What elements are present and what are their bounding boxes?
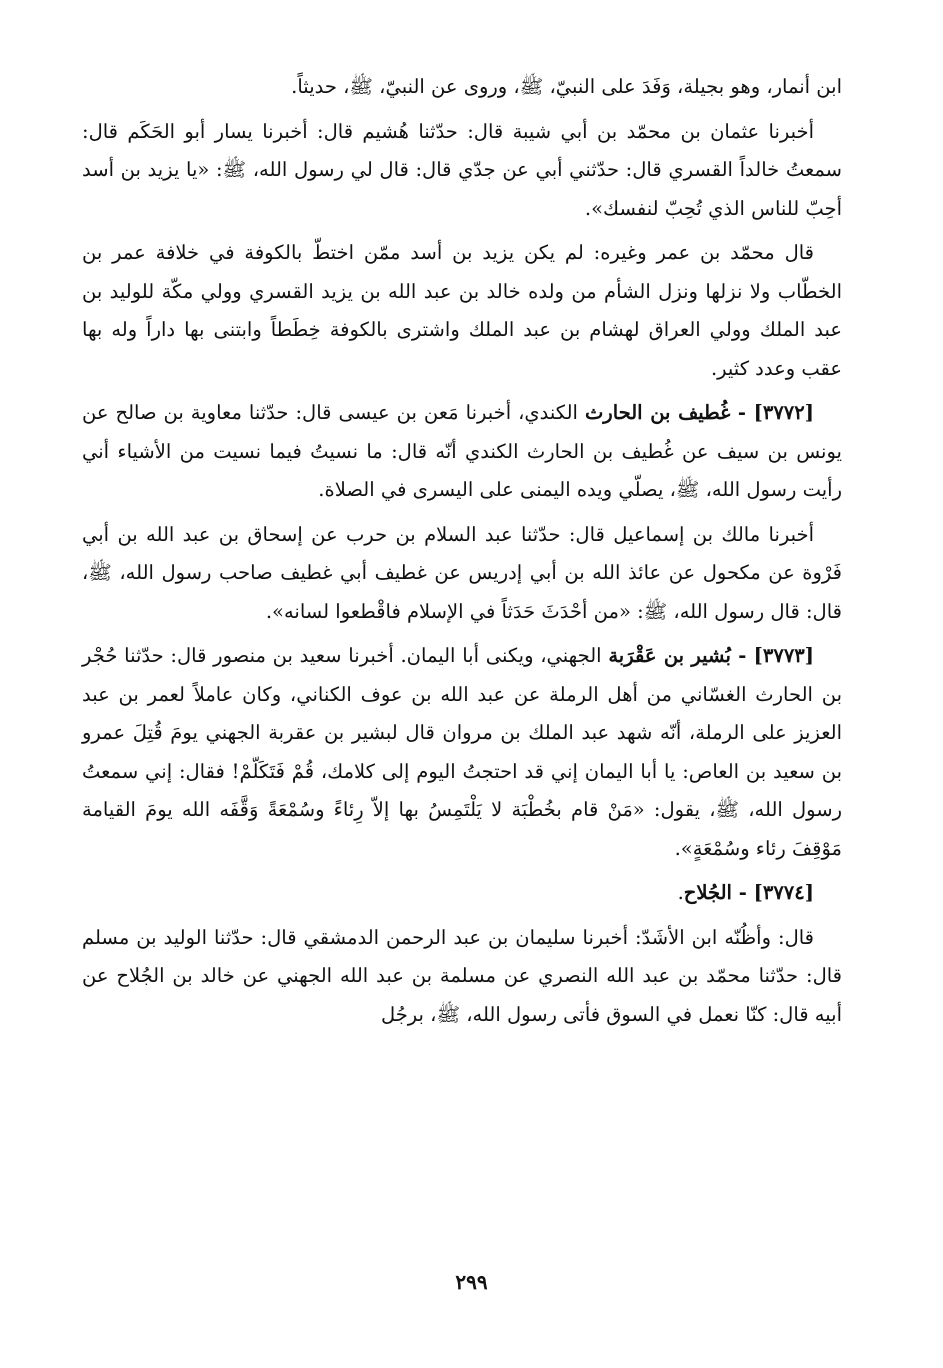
paragraph-5-text: أخبرنا مالك بن إسماعيل قال: حدّثنا عبد السلام بن حرب عن إسحاق بن عبد الله بن أبي فَرْوة عن مكحول عن عائذ الله بن أبي إدريس عن غطيف أبي غطيف صاحب رسول الله، ﷺ، قال: قال رسول الله، ﷺ: «من أحْدَثَ حَدَثاً في الإسلام فاقْطعوا لسانه». xyxy=(82,522,842,623)
paragraph-1-text: ابن أنمار، وهو بجيلة، وَفَدَ على النبيّ، ﷺ، وروى عن النبيّ، ﷺ، حديثاً. xyxy=(291,75,842,98)
entry-3773-text: الجهني، ويكنى أبا اليمان. أخبرنا سعيد بن منصور قال: حدّثنا حُجْر بن الحارث الغسّاني من أهل الرملة عن عبد الله بن عوف الكناني، وكان عاملاً لعمر بن عبد العزيز على الرملة، أنّه شهد عبد الملك بن مروان قال لبشير بن عقربة الجهني يومَ قُتِلَ عمرو بن سعيد بن العاص: يا أبا اليمان إني قد احتجتُ اليوم إلى كلامك، قُمْ فَتَكَلّمْ! فقال: إني سمعتُ رسول الله، ﷺ، يقول: «مَنْ قام بخُطْبَة لا يَلْتَمِسُ بها إلاّ رِئاءً وسُمْعَةً وَقَّفَه الله يومَ القيامة مَوْقِفَ رئاء وسُمْعَةٍ». xyxy=(82,644,842,860)
paragraph-3-text: قال محمّد بن عمر وغيره: لم يكن يزيد بن أسد ممّن اختطّ بالكوفة في خلافة عمر بن الخطّاب ولا نزلها ونزل الشأم من ولده خالد بن عبد الله بن يزيد القسري وولي مكّة للوليد بن عبد الملك وولي العراق لهشام بن عبد الملك واشترى بالكوفة خِطَطاً وابتنى بها داراً وله بها عقب وعدد كثير. xyxy=(82,241,842,380)
page-number: ٢٩٩ xyxy=(455,1270,488,1294)
entry-3774-text: . xyxy=(677,881,684,904)
entry-3774 xyxy=(82,874,842,913)
paragraph-8 xyxy=(82,919,842,1035)
paragraph-2 xyxy=(82,113,842,229)
paragraph-2-text: أخبرنا عثمان بن محمّد بن أبي شيبة قال: حدّثنا هُشيم قال: أخبرنا يسار أبو الحَكَم قال: سمعتُ خالداً القسري قال: حدّثني أبي عن جدّي قال: قال لي رسول الله، ﷺ: «يا يزيد بن أسد أحِبّ للناس الذي تُحِبّ لنفسك». xyxy=(82,119,842,220)
page-body xyxy=(82,68,842,1040)
paragraph-5 xyxy=(82,516,842,632)
paragraph-8-text: قال: وأظُنّه ابن الأشَدّ: أخبرنا سليمان بن عبد الرحمن الدمشقي قال: حدّثنا الوليد بن مسلم قال: حدّثنا محمّد بن عبد الله النصري عن مسلمة بن عبد الله الجهني عن خالد بن الجُلاح عن أبيه قال: كنّا نعمل في السوق فأتى رسول الله، ﷺ، برجُل xyxy=(82,925,842,1026)
paragraph-3 xyxy=(82,234,842,388)
entry-3773 xyxy=(82,637,842,868)
paragraph-1 xyxy=(82,68,842,107)
entry-3772-heading: [٣٧٧٢] - غُطيف بن الحارث xyxy=(584,401,814,424)
entry-3772 xyxy=(82,394,842,510)
entry-3773-heading: [٣٧٧٣] - بُشير بن عَقْرَبة xyxy=(608,644,815,667)
entry-3774-heading: [٣٧٧٤] - الجُلاح xyxy=(683,881,814,904)
entry-3772-text: الكندي، أخبرنا مَعن بن عيسى قال: حدّثنا معاوية بن صالح عن يونس بن سيف عن غُطيف بن الحارث الكندي أنّه قال: ما نسيتُ فيما نسيت من الأشياء أني رأيت رسول الله، ﷺ، يصلّي ويده اليمنى على اليسرى في الصلاة. xyxy=(82,401,842,501)
